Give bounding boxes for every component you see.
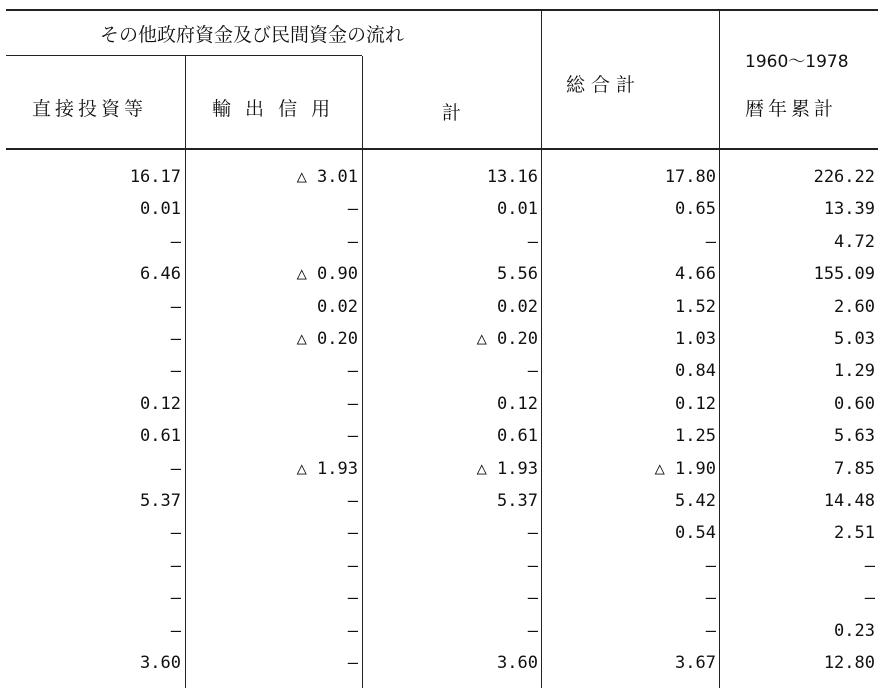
table-cell: 5.03 bbox=[834, 329, 875, 349]
table-cell: — bbox=[705, 556, 716, 576]
table-cell: — bbox=[347, 556, 358, 576]
table-cell: 1.03 bbox=[675, 329, 716, 349]
col-header-grand-total: 総 合 計 bbox=[566, 74, 636, 96]
table-cell: 3.60 bbox=[497, 653, 538, 673]
col-divider-2 bbox=[362, 56, 363, 688]
table-cell: 13.16 bbox=[486, 167, 538, 187]
table-cell: — bbox=[170, 329, 181, 349]
col-header-subtotal: 計 bbox=[442, 102, 462, 124]
table-cell: — bbox=[170, 361, 181, 381]
table-cell: 12.80 bbox=[823, 653, 875, 673]
table-cell: — bbox=[347, 199, 358, 219]
table-cell: — bbox=[527, 621, 538, 641]
table-cell: △ 3.01 bbox=[296, 167, 358, 187]
table-cell: — bbox=[347, 361, 358, 381]
table-cell: △ 0.20 bbox=[476, 329, 538, 349]
table-cell: 5.42 bbox=[675, 491, 716, 511]
table-cell: 0.01 bbox=[497, 199, 538, 219]
table-cell: — bbox=[527, 361, 538, 381]
table-cell: — bbox=[527, 232, 538, 252]
table-cell: 0.60 bbox=[834, 394, 875, 414]
table-cell: — bbox=[170, 459, 181, 479]
table-cell: — bbox=[170, 523, 181, 543]
table-cell: 0.02 bbox=[497, 297, 538, 317]
table-cell: 0.12 bbox=[675, 394, 716, 414]
table-cell: 14.48 bbox=[823, 491, 875, 511]
table-cell: △ 0.20 bbox=[296, 329, 358, 349]
table-cell: 3.67 bbox=[675, 653, 716, 673]
table-cell: — bbox=[347, 394, 358, 414]
table-cell: — bbox=[170, 621, 181, 641]
col-divider-3 bbox=[541, 10, 542, 688]
table-cell: 0.01 bbox=[140, 199, 181, 219]
table-cell: △ 0.90 bbox=[296, 264, 358, 284]
table-cell: △ 1.93 bbox=[296, 459, 358, 479]
table-cell: △ 1.93 bbox=[476, 459, 538, 479]
table-cell: 0.23 bbox=[834, 621, 875, 641]
table-cell: — bbox=[347, 232, 358, 252]
table-cell: 0.61 bbox=[140, 426, 181, 446]
table-cell: 0.54 bbox=[675, 523, 716, 543]
table-cell: — bbox=[347, 588, 358, 608]
table-cell: 2.51 bbox=[834, 523, 875, 543]
table-cell: 5.37 bbox=[140, 491, 181, 511]
table-cell: 1.29 bbox=[834, 361, 875, 381]
table-cell: — bbox=[347, 491, 358, 511]
table-cell: 226.22 bbox=[813, 167, 875, 187]
table-cell: — bbox=[705, 588, 716, 608]
table-cell: — bbox=[347, 523, 358, 543]
table-cell: — bbox=[864, 556, 875, 576]
col-header-direct-investment: 直接投資等 bbox=[32, 98, 148, 120]
table-cell: — bbox=[527, 523, 538, 543]
table-cell: 2.60 bbox=[834, 297, 875, 317]
table-top-rule bbox=[6, 9, 878, 11]
table-cell: 5.63 bbox=[834, 426, 875, 446]
table-cell: — bbox=[347, 653, 358, 673]
table-cell: 0.65 bbox=[675, 199, 716, 219]
group-header-rule bbox=[6, 55, 362, 56]
table-cell: — bbox=[705, 232, 716, 252]
table-cell: 4.72 bbox=[834, 232, 875, 252]
table-cell: 5.56 bbox=[497, 264, 538, 284]
table-cell: 17.80 bbox=[664, 167, 716, 187]
table-cell: 4.66 bbox=[675, 264, 716, 284]
table-cell: — bbox=[347, 426, 358, 446]
table-cell: — bbox=[170, 588, 181, 608]
table-cell: — bbox=[527, 556, 538, 576]
table-cell: — bbox=[170, 556, 181, 576]
table-cell: — bbox=[170, 232, 181, 252]
col-header-cumulative-label: 暦年累計 bbox=[745, 98, 838, 120]
col-header-export-credit: 輸 出 信 用 bbox=[212, 98, 335, 120]
table-cell: 0.02 bbox=[317, 297, 358, 317]
table-cell: — bbox=[705, 621, 716, 641]
group-title: その他政府資金及び民間資金の流れ bbox=[100, 24, 405, 46]
table-cell: — bbox=[170, 297, 181, 317]
table-cell: 13.39 bbox=[823, 199, 875, 219]
table-cell: 155.09 bbox=[813, 264, 875, 284]
table-cell: 3.60 bbox=[140, 653, 181, 673]
table-cell: 16.17 bbox=[129, 167, 181, 187]
table-cell: 5.37 bbox=[497, 491, 538, 511]
table-cell: 0.61 bbox=[497, 426, 538, 446]
col-divider-4 bbox=[719, 10, 720, 688]
col-divider-1 bbox=[185, 56, 186, 688]
table-cell: — bbox=[347, 621, 358, 641]
col-header-cumulative-years: 1960～1978 bbox=[745, 52, 849, 72]
header-bottom-rule bbox=[6, 148, 878, 150]
table-cell: 0.84 bbox=[675, 361, 716, 381]
table-cell: 0.12 bbox=[140, 394, 181, 414]
table-cell: 6.46 bbox=[140, 264, 181, 284]
table-cell: 1.25 bbox=[675, 426, 716, 446]
table-cell: — bbox=[527, 588, 538, 608]
table-cell: 0.12 bbox=[497, 394, 538, 414]
table-cell: 7.85 bbox=[834, 459, 875, 479]
table-cell: △ 1.90 bbox=[654, 459, 716, 479]
table-cell: 1.52 bbox=[675, 297, 716, 317]
table-cell: — bbox=[864, 588, 875, 608]
